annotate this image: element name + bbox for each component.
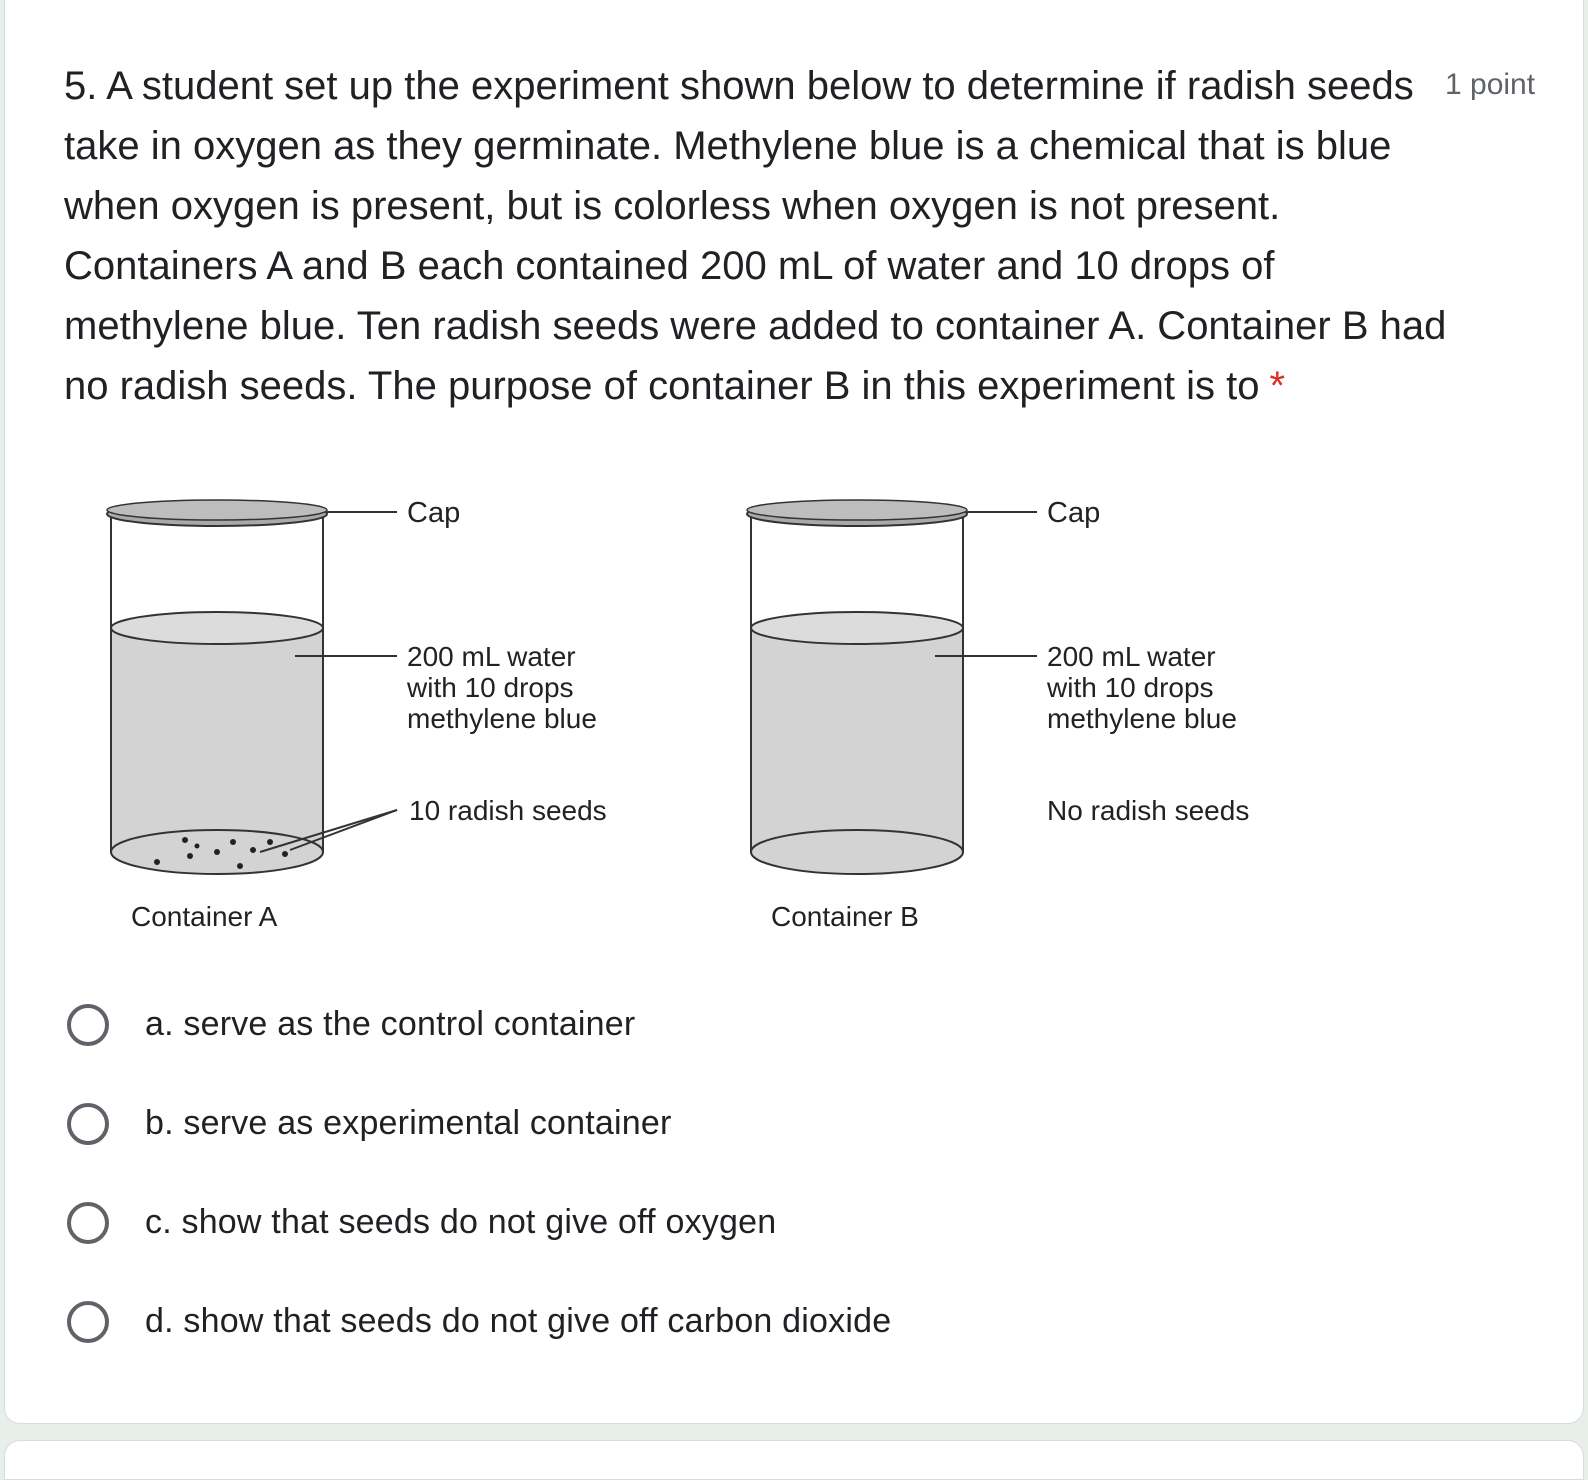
container-b-illustration: [747, 500, 1037, 874]
container-a-name: Container A: [131, 901, 278, 932]
next-question-card: [4, 1440, 1584, 1480]
answer-options: [67, 975, 891, 1371]
radio-button-icon[interactable]: [67, 1103, 109, 1145]
option-label: d. show that seeds do not give off carbon dioxide: [145, 1302, 892, 1340]
experiment-diagram: [95, 480, 1335, 960]
points-label: 1 point: [1445, 68, 1536, 101]
container-a-seeds-label: 10 radish seeds: [409, 795, 607, 826]
container-b-seeds-label: No radish seeds: [1047, 795, 1250, 826]
container-a-illustration: [107, 500, 397, 874]
radio-button-icon[interactable]: [67, 1202, 109, 1244]
required-asterisk: *: [1269, 364, 1286, 408]
option-a[interactable]: [67, 975, 891, 1074]
container-a-water-label: 200 mL water with 10 drops methylene blue: [407, 641, 597, 734]
container-b-cap-label: Cap: [1047, 497, 1101, 529]
option-d[interactable]: [67, 1272, 891, 1371]
option-label: b. serve as experimental container: [145, 1104, 672, 1142]
option-label: c. show that seeds do not give off oxygen: [145, 1203, 777, 1241]
container-a-cap-label: Cap: [407, 497, 461, 529]
question-card: [4, 0, 1584, 1424]
question-body: 5. A student set up the experiment shown below to determine if radish seeds take in oxygen as they germinate. Methylene blue is a chemical that is blue when oxygen is present, but is colorless when oxygen is not present. Containers A and B each contained 200 mL of water and 10 drops of methylene blue. Ten radish seeds were added to container A. Container B had no radish seeds. The purpose of container B in this experiment is to: [64, 64, 1447, 408]
container-b-name: Container B: [771, 901, 919, 932]
radio-button-icon[interactable]: [67, 1004, 109, 1046]
question-text: [64, 56, 1454, 416]
option-c[interactable]: [67, 1173, 891, 1272]
option-label: a. serve as the control container: [145, 1005, 636, 1043]
option-b[interactable]: [67, 1074, 891, 1173]
container-b-water-label: 200 mL water with 10 drops methylene blue: [1047, 641, 1237, 734]
radio-button-icon[interactable]: [67, 1301, 109, 1343]
